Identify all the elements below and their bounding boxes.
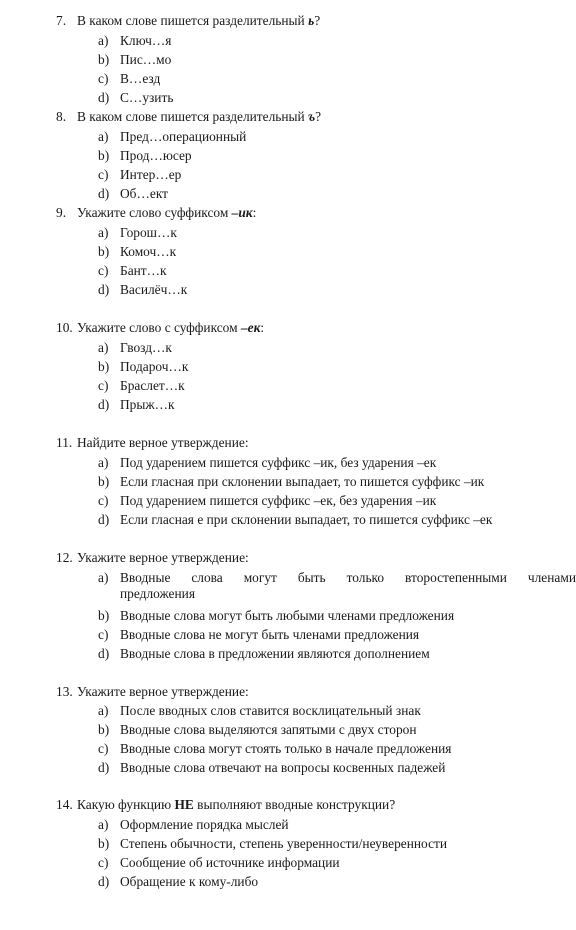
option-11d[interactable] bbox=[98, 512, 492, 528]
option-letter: b) bbox=[98, 244, 110, 259]
option-11c[interactable] bbox=[98, 493, 436, 509]
option-letter: b) bbox=[98, 608, 110, 623]
question-emphasis: –ек bbox=[240, 320, 261, 335]
option-10b[interactable] bbox=[98, 359, 188, 375]
question-7 bbox=[56, 13, 320, 29]
option-letter: d) bbox=[98, 760, 110, 775]
option-12a[interactable] bbox=[98, 570, 576, 602]
option-14b[interactable] bbox=[98, 836, 447, 852]
question-14 bbox=[56, 797, 395, 813]
question-number: 8. bbox=[56, 109, 67, 124]
option-text: Вводные слова могут быть только второстепенными членами bbox=[120, 570, 576, 585]
option-10c[interactable] bbox=[98, 378, 185, 394]
option-text: Подароч…к bbox=[120, 359, 189, 374]
option-letter: b) bbox=[98, 836, 110, 851]
question-number: 10. bbox=[56, 320, 73, 335]
option-letter: c) bbox=[98, 741, 109, 756]
option-text: В…езд bbox=[120, 71, 161, 86]
option-7a[interactable] bbox=[98, 33, 171, 49]
option-letter: a) bbox=[98, 455, 109, 470]
option-letter: a) bbox=[98, 570, 109, 585]
question-13 bbox=[56, 684, 249, 700]
question-punct: ? bbox=[314, 13, 321, 28]
option-letter: a) bbox=[98, 340, 109, 355]
option-text: Об…ект bbox=[120, 186, 168, 201]
option-14c[interactable] bbox=[98, 855, 340, 871]
question-number: 7. bbox=[56, 13, 67, 28]
option-7c[interactable] bbox=[98, 71, 160, 87]
question-12 bbox=[56, 550, 249, 566]
option-7b[interactable] bbox=[98, 52, 171, 68]
option-text: Вводные слова в предложении являются дополнением bbox=[120, 646, 430, 661]
option-text: Вводные слова выделяются запятыми с двух сторон bbox=[120, 722, 417, 737]
option-text: С…узить bbox=[120, 90, 174, 105]
question-number: 9. bbox=[56, 205, 67, 220]
option-text: Обращение к кому-либо bbox=[120, 874, 259, 889]
question-emphasis: ъ bbox=[308, 109, 316, 124]
option-text: Бант…к bbox=[120, 263, 167, 278]
option-letter: b) bbox=[98, 52, 110, 67]
question-text-tail: выполняют вводные конструкции? bbox=[193, 797, 396, 812]
question-11 bbox=[56, 435, 249, 451]
option-9a[interactable] bbox=[98, 225, 177, 241]
option-10a[interactable] bbox=[98, 340, 172, 356]
option-text: Вводные слова не могут быть членами предложения bbox=[120, 627, 420, 642]
question-text: Укажите слово суффиксом bbox=[77, 205, 232, 220]
option-letter: d) bbox=[98, 186, 110, 201]
option-text: Если гласная при склонении выпадает, то пишется суффикс –ик bbox=[120, 474, 485, 489]
option-letter: d) bbox=[98, 874, 110, 889]
option-text: Василёч…к bbox=[120, 282, 188, 297]
option-text: Комоч…к bbox=[120, 244, 177, 259]
option-letter: c) bbox=[98, 263, 109, 278]
option-letter: a) bbox=[98, 703, 109, 718]
option-letter: d) bbox=[98, 90, 110, 105]
option-text: Прод…юсер bbox=[120, 148, 192, 163]
option-8a[interactable] bbox=[98, 129, 246, 145]
option-text: Браслет…к bbox=[120, 378, 185, 393]
option-letter: d) bbox=[98, 512, 110, 527]
option-letter: a) bbox=[98, 129, 109, 144]
question-emphasis: ь bbox=[308, 13, 315, 28]
option-letter: c) bbox=[98, 627, 109, 642]
option-letter: c) bbox=[98, 855, 109, 870]
option-text: Пред…операционный bbox=[120, 129, 247, 144]
question-punct: : bbox=[252, 205, 257, 220]
option-letter: c) bbox=[98, 378, 109, 393]
option-text: Если гласная е при склонении выпадает, то пишется суффикс –ек bbox=[120, 512, 493, 527]
option-letter: d) bbox=[98, 282, 110, 297]
option-text: Гвозд…к bbox=[120, 340, 172, 355]
question-number: 14. bbox=[56, 797, 73, 812]
option-text: Горош…к bbox=[120, 225, 177, 240]
option-8c[interactable] bbox=[98, 167, 181, 183]
option-13b[interactable] bbox=[98, 722, 417, 738]
option-letter: a) bbox=[98, 33, 109, 48]
option-13d[interactable] bbox=[98, 760, 445, 776]
option-text: Сообщение об источнике информации bbox=[120, 855, 340, 870]
option-8b[interactable] bbox=[98, 148, 192, 164]
question-8 bbox=[56, 109, 321, 125]
option-text: Интер…ер bbox=[120, 167, 182, 182]
option-text: Оформление порядка мыслей bbox=[120, 817, 289, 832]
option-letter: a) bbox=[98, 817, 109, 832]
option-text: Прыж…к bbox=[120, 397, 175, 412]
option-text: Степень обычности, степень уверенности/неуверенности bbox=[120, 836, 448, 851]
option-text-continuation: предложения bbox=[120, 586, 195, 601]
option-letter: b) bbox=[98, 474, 110, 489]
option-letter: c) bbox=[98, 493, 109, 508]
option-letter: d) bbox=[98, 397, 110, 412]
question-text: Найдите верное утверждение: bbox=[77, 435, 249, 450]
option-text: Под ударением пишется суффикс –ик, без ударения –ек bbox=[120, 455, 437, 470]
option-9d[interactable] bbox=[98, 282, 187, 298]
question-number: 11. bbox=[56, 435, 73, 450]
option-13a[interactable] bbox=[98, 703, 421, 719]
option-8d[interactable] bbox=[98, 186, 168, 202]
question-number: 13. bbox=[56, 684, 73, 699]
option-12d[interactable] bbox=[98, 646, 430, 662]
option-9b[interactable] bbox=[98, 244, 176, 260]
option-letter: c) bbox=[98, 71, 109, 86]
option-9c[interactable] bbox=[98, 263, 167, 279]
question-text: Укажите слово с суффиксом bbox=[77, 320, 241, 335]
question-emphasis: –ик bbox=[231, 205, 253, 220]
option-text: Ключ…я bbox=[120, 33, 172, 48]
option-14d[interactable] bbox=[98, 874, 258, 890]
option-text: Вводные слова могут стоять только в начале предложения bbox=[120, 741, 452, 756]
option-letter: c) bbox=[98, 167, 109, 182]
option-11b[interactable] bbox=[98, 474, 484, 490]
question-text: В каком слове пишется разделительный bbox=[77, 109, 309, 124]
question-emphasis: НЕ bbox=[174, 797, 194, 812]
option-text: После вводных слов ставится восклицательный знак bbox=[120, 703, 421, 718]
question-10 bbox=[56, 320, 264, 336]
question-9 bbox=[56, 205, 256, 221]
question-text: Какую функцию bbox=[77, 797, 175, 812]
question-punct: ? bbox=[315, 109, 322, 124]
option-12b[interactable] bbox=[98, 608, 454, 624]
option-letter: d) bbox=[98, 646, 110, 661]
option-text: Вводные слова могут быть любыми членами предложения bbox=[120, 608, 455, 623]
question-text: Укажите верное утверждение: bbox=[77, 550, 249, 565]
option-7d[interactable] bbox=[98, 90, 173, 106]
option-text: Под ударением пишется суффикс –ек, без ударения –ик bbox=[120, 493, 437, 508]
option-letter: b) bbox=[98, 359, 110, 374]
option-text: Пис…мо bbox=[120, 52, 172, 67]
question-punct: : bbox=[260, 320, 265, 335]
question-number: 12. bbox=[56, 550, 73, 565]
option-letter: b) bbox=[98, 722, 110, 737]
option-13c[interactable] bbox=[98, 741, 451, 757]
option-11a[interactable] bbox=[98, 455, 436, 471]
option-text: Вводные слова отвечают на вопросы косвенных падежей bbox=[120, 760, 446, 775]
option-letter: a) bbox=[98, 225, 109, 240]
option-10d[interactable] bbox=[98, 397, 175, 413]
question-text: В каком слове пишется разделительный bbox=[77, 13, 309, 28]
option-14a[interactable] bbox=[98, 817, 289, 833]
option-letter: b) bbox=[98, 148, 110, 163]
option-12c[interactable] bbox=[98, 627, 419, 643]
question-text: Укажите верное утверждение: bbox=[77, 684, 249, 699]
